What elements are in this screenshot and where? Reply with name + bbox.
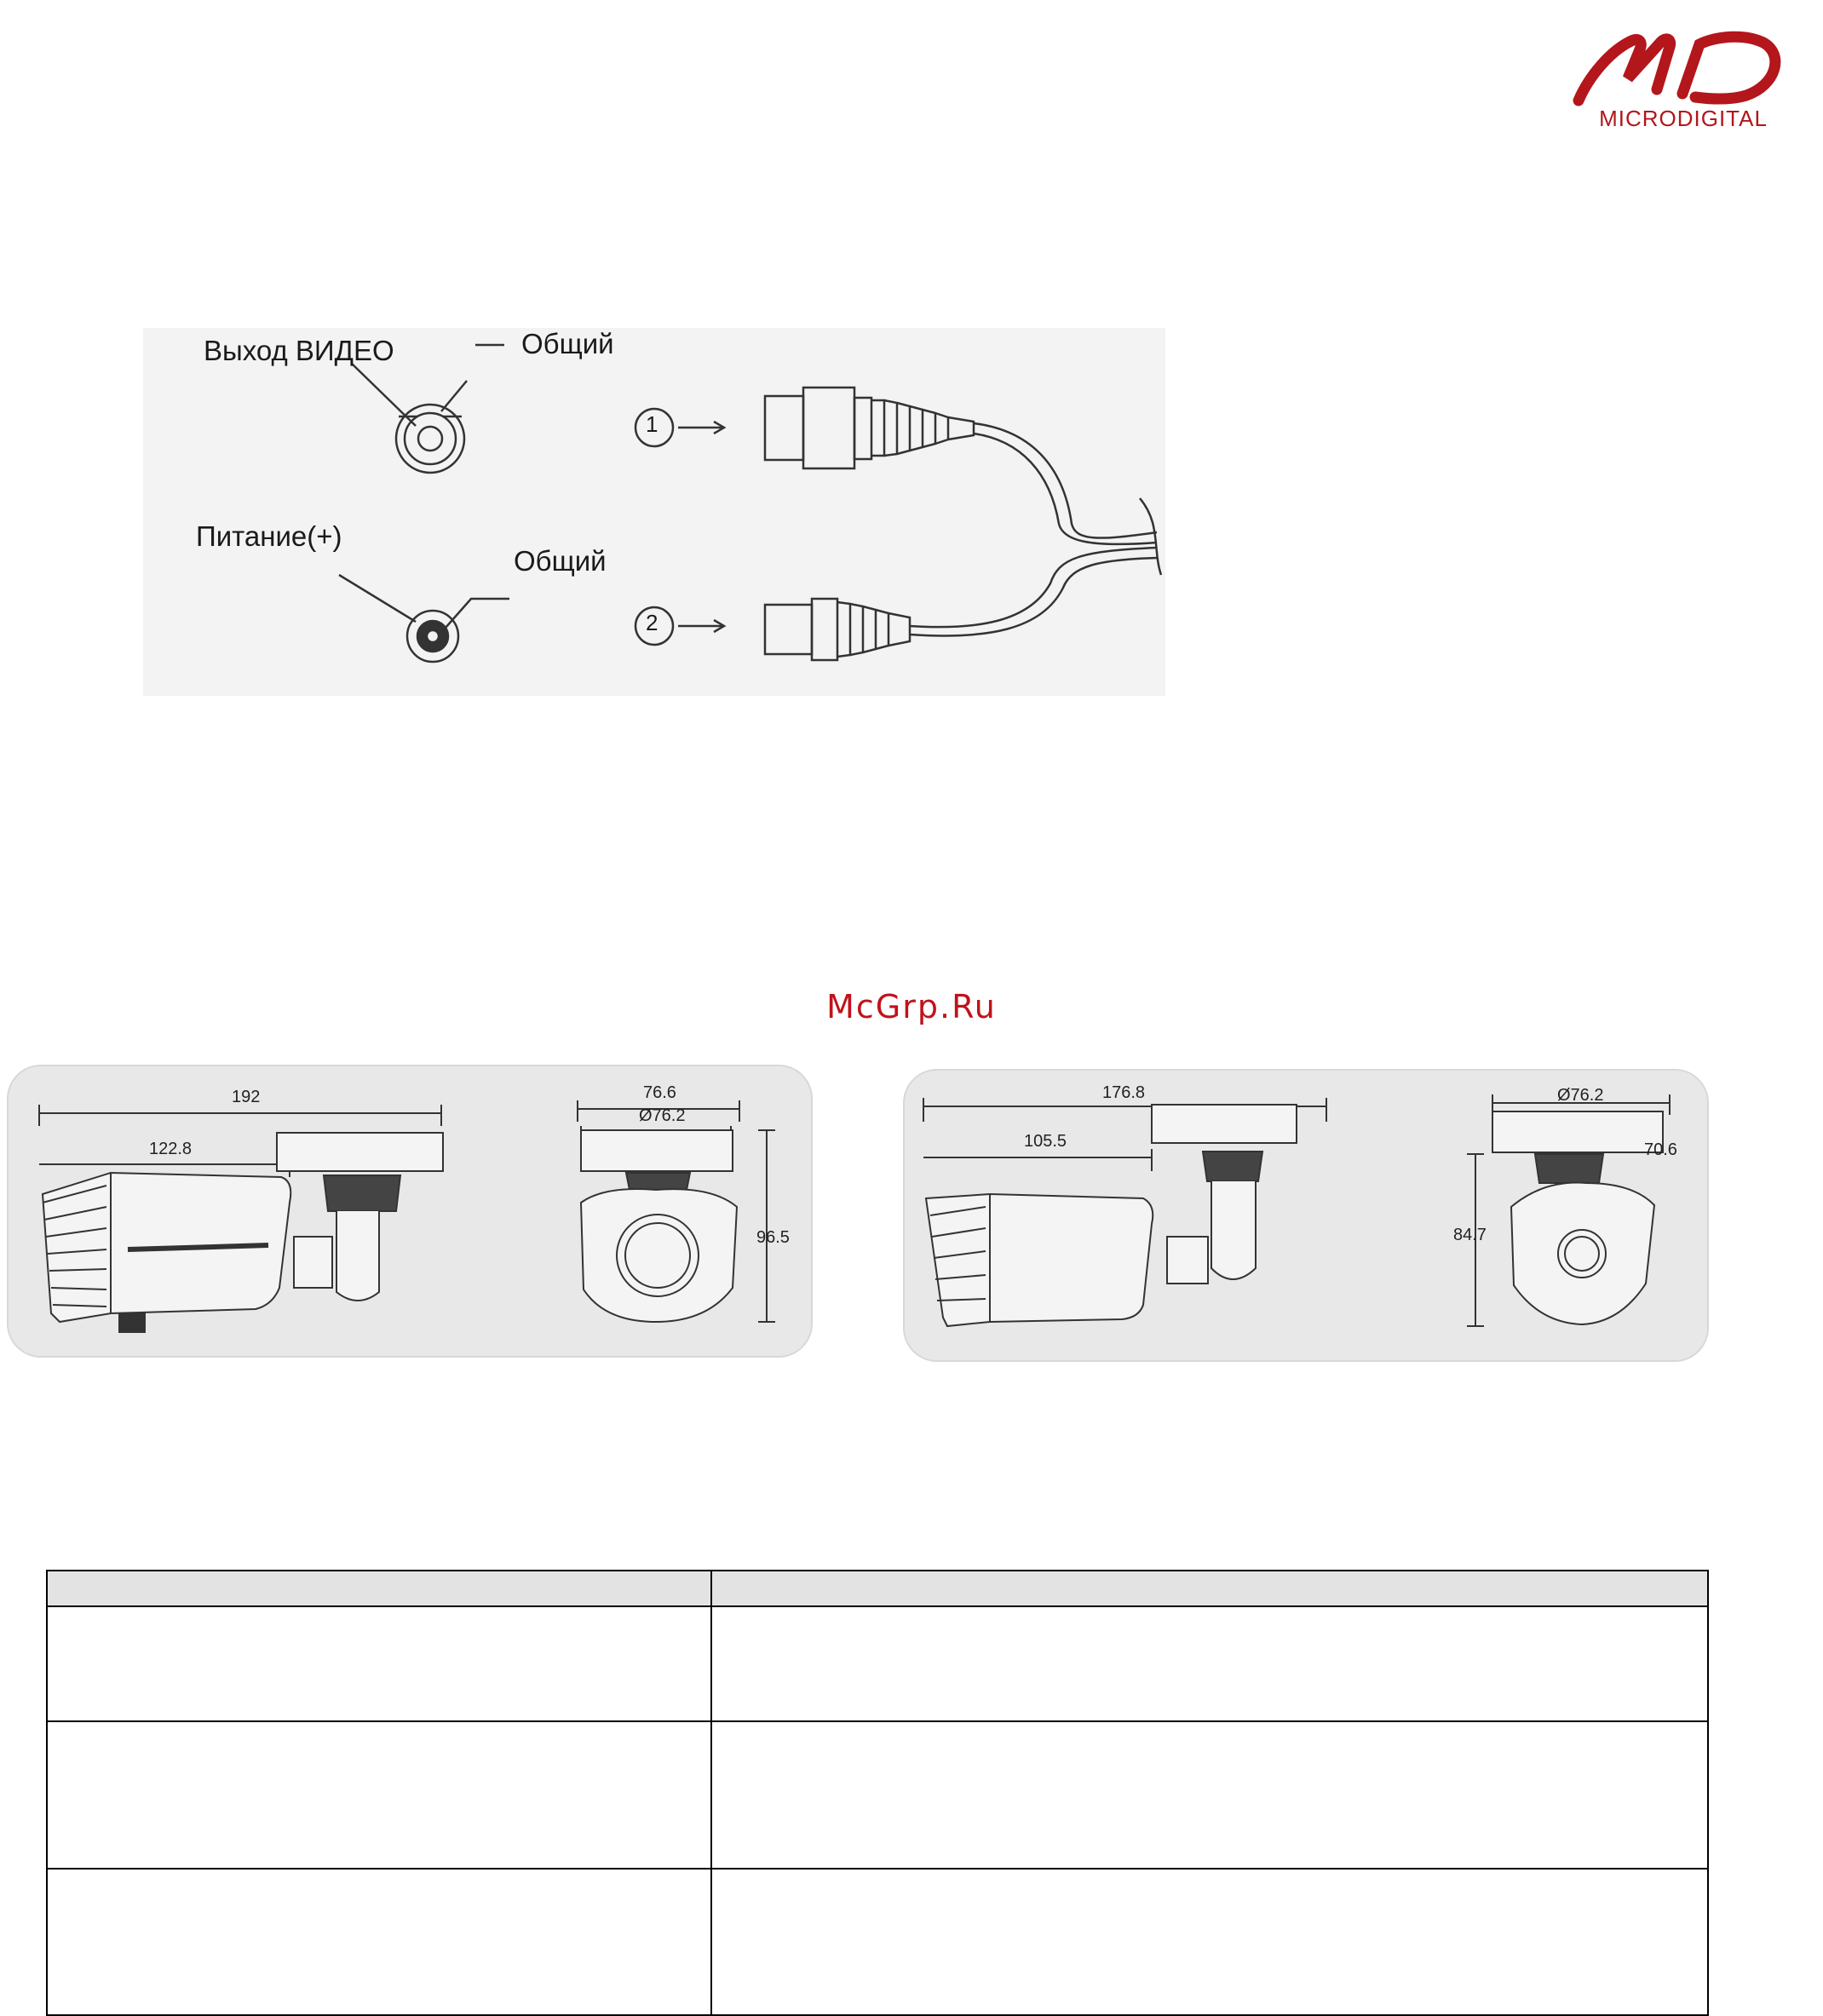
table-row [47,1606,1708,1721]
camera-b-drawing [905,1071,1707,1360]
dim-a-body-length: 122.8 [149,1140,193,1158]
table-header-cell [711,1571,1708,1606]
dim-a-height: 96.5 [756,1228,790,1247]
md-logo-icon [1572,26,1789,111]
spec-table [46,1570,1709,2016]
table-row [47,1869,1708,2015]
camera-a-drawing [9,1066,811,1356]
dim-b-diameter: Ø76.2 [1557,1086,1604,1105]
connector-diagram [143,328,1165,696]
watermark: McGrp.Ru [826,988,997,1025]
table-header-row [47,1571,1708,1606]
dimension-panel-camera-a [7,1065,813,1358]
table-row [47,1721,1708,1869]
table-cell [711,1606,1708,1721]
callout-1: 1 [646,411,658,437]
table-cell [47,1606,711,1721]
dim-a-length: 192 [232,1088,261,1106]
dim-b-height: 84.7 [1453,1226,1487,1244]
table-header-cell [47,1571,711,1606]
video-out-label: Выход ВИДЕО [204,335,394,366]
dim-a-width: 76.6 [643,1083,676,1102]
callout-2: 2 [646,610,658,635]
common-label-bottom: Общий [514,545,607,577]
dim-a-diameter: Ø76.2 [639,1106,686,1125]
dimension-panel-camera-b [903,1069,1709,1362]
dim-b-length: 176.8 [1102,1083,1146,1102]
dim-b-width: 70.6 [1644,1140,1677,1159]
microdigital-logo [1572,26,1789,132]
table-cell [47,1721,711,1869]
table-cell [711,1869,1708,2015]
dim-b-body-length: 105.5 [1024,1132,1067,1151]
logo-wordmark: MICRODIGITAL [1599,106,1768,131]
table-cell [711,1721,1708,1869]
common-label-top: Общий [521,328,614,359]
power-label: Питание(+) [196,520,342,552]
cable-drawing [143,328,1165,696]
table-cell [47,1869,711,2015]
